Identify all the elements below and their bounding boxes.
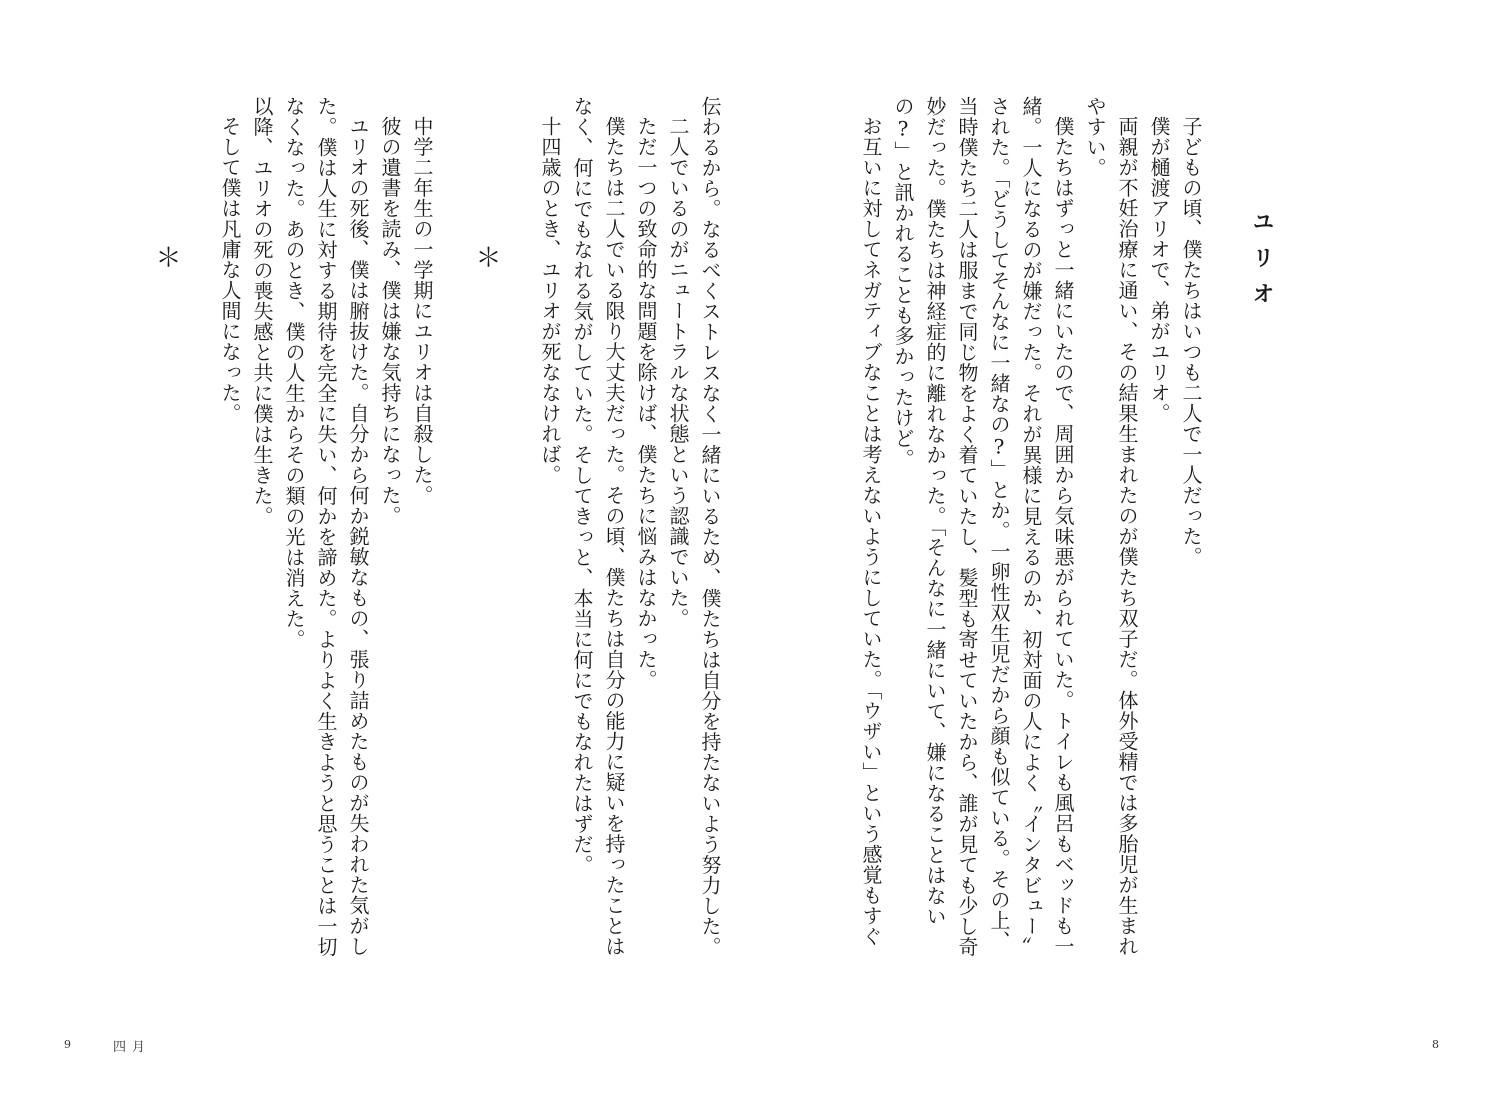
text-column: 中学二年生の一学期にユリオは自殺した。 — [410, 116, 434, 506]
text-column: なくなった。あのとき、僕の人生からその類の光は消えた。 — [282, 96, 306, 650]
page-right — [760, 0, 1500, 1102]
text-column: 子どもの頃、僕たちはいつも二人で一人だった。 — [1179, 116, 1203, 567]
blank-line — [502, 96, 534, 966]
running-head: 四月 — [113, 1040, 152, 1055]
text-column: やすい。 — [1083, 96, 1107, 178]
text-column: 伝わるから。なるべくストレスなく一緒にいるため、僕たちは自分を持たないよう努力した。 — [698, 96, 722, 957]
text-column: 彼の遺書を読み、僕は嫌な気持ちになった。 — [378, 116, 402, 526]
text-column: 以降、ユリオの死の喪失感と共に僕は生きた。 — [250, 96, 274, 527]
body-text-left — [150, 96, 726, 966]
text-column: 十四歳のとき、ユリオが死ななければ。 — [538, 116, 562, 485]
section-break-asterisk: ＊ — [471, 244, 501, 270]
text-column: 妙だった。僕たちは神経症的に離れなかった。「そんなに一緒にいて、嫌になることはない — [923, 96, 947, 927]
text-column: の?」と訊かれることも多かったけど。 — [891, 96, 915, 469]
page-number-left: 9 — [64, 1038, 71, 1051]
text-column: なく、何にでもなれる気がしていた。そしてきっと、本当に何にでもなれたはずだ。 — [570, 96, 594, 875]
text-column: 両親が不妊治療に通い、その結果生まれたのが僕たち双子だ。体外受精では多胎児が生まれ — [1115, 116, 1139, 957]
text-column: 緒。一人になるのが嫌だった。それが異様に見えるのか、初対面の人によく〝インタビュー〟 — [1019, 96, 1043, 957]
body-text-right — [855, 96, 1207, 966]
text-column: 僕たちは二人でいる限り大丈夫だった。その頃、僕たちは自分の能力に疑いを持ったことは — [602, 116, 626, 957]
text-column: 当時僕たち二人は服まで同じ物をよく着ていたし、髪型も寄せていたから、誰が見ても少し奇 — [955, 96, 979, 957]
text-column: ユリオの死後、僕は腑抜けた。自分から何か鋭敏なもの、張り詰めたものが失われた気がし — [346, 116, 370, 957]
text-column: 僕が樋渡アリオで、弟がユリオ。 — [1147, 116, 1171, 424]
text-column: 僕たちはずっと一緒にいたので、周囲から気味悪がられていた。トイレも風呂もベッドも一 — [1051, 116, 1075, 957]
text-column: そして僕は凡庸な人間になった。 — [218, 116, 242, 424]
blank-line — [438, 96, 470, 966]
section-break-asterisk: ＊ — [151, 244, 181, 270]
text-column: 二人でいるのがニュートラルな状態という認識でいた。 — [666, 116, 690, 629]
text-column: お互いに対してネガティブなことは考えないようにしていた。「ウザい」という感覚もすぐ — [859, 116, 883, 947]
blank-line — [182, 96, 214, 966]
text-column: された。「どうしてそんなに一緒なの?」とか。一卵性双生児だから顔も似ている。その上、 — [987, 96, 1011, 951]
chapter-title: ユリオ — [1249, 210, 1275, 318]
page-number-right: 8 — [1432, 1038, 1439, 1051]
text-column: た。僕は人生に対する期待を完全に失い、何かを諦めた。よりよく生きようと思うことは一切 — [314, 96, 338, 957]
text-column: ただ一つの致命的な問題を除けば、僕たちに悩みはなかった。 — [634, 116, 658, 690]
